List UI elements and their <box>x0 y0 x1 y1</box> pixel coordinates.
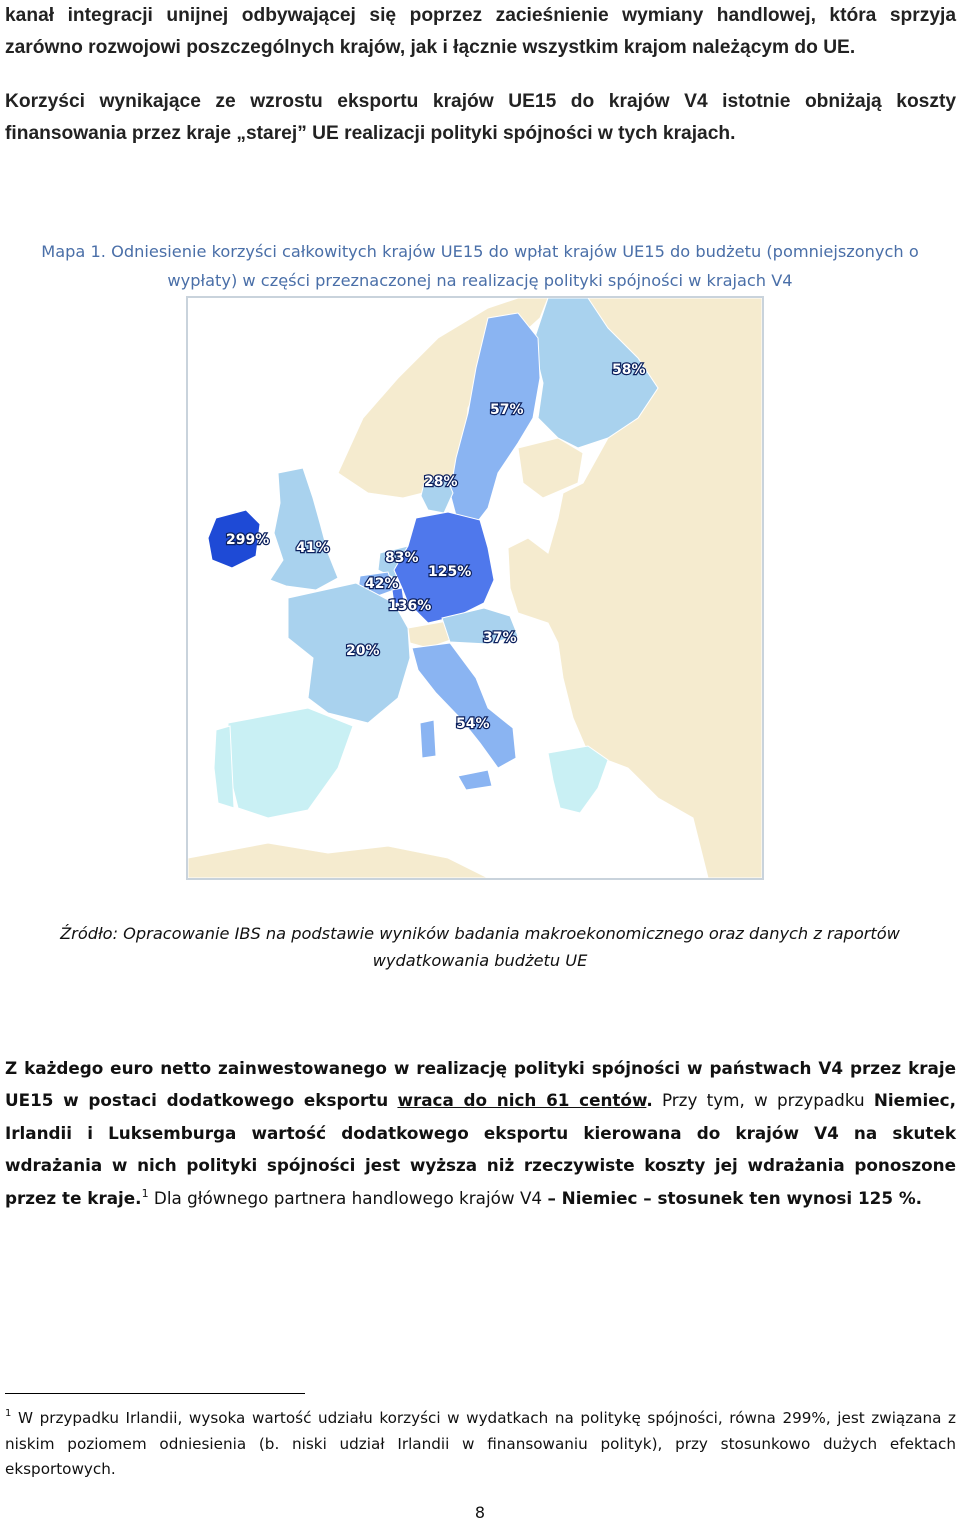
label-luxembourg: 136% <box>388 598 432 614</box>
body-text: Dla głównego partnera handlowego krajów V4 <box>148 1187 548 1208</box>
label-ireland: 299% <box>226 532 270 548</box>
sardinia-region <box>420 720 436 758</box>
intro-line: Korzyści wynikające ze wzrostu eksportu krajów UE15 do krajów V4 istotnie obniżają koszty <box>5 91 956 112</box>
intro-line: finansowania przez kraje „starej” UE realizacji polityki spójności w tych krajach. <box>5 123 736 144</box>
footnote-text: W przypadku Irlandii, wysoka wartość udziału korzyści w wydatkach na politykę spójności, równa 299%, jest związana z niskim poziomem odniesienia (b. niski udział Irlandii w finansowaniu polityk), przy stosunkowo dużych efektach eksportowych. <box>5 1409 956 1478</box>
label-germany: 125% <box>428 564 472 580</box>
intro-line: zarówno rozwojowi poszczególnych krajów, jak i łącznie wszystkim krajom należącym do UE. <box>5 37 856 58</box>
footnote-number: 1 <box>5 1408 12 1419</box>
body-text: Przy tym, w przypadku <box>652 1090 874 1111</box>
body-underlined-highlight: wraca do nich 61 centów <box>397 1090 647 1111</box>
label-austria: 37% <box>483 630 517 646</box>
label-uk: 41% <box>296 540 330 556</box>
label-netherlands: 83% <box>385 550 419 566</box>
europe-map <box>186 296 764 880</box>
body-sentence-bold: – Niemiec – stosunek ten wynosi 125 %. <box>547 1187 923 1208</box>
footnote-separator <box>5 1393 305 1394</box>
footnote <box>5 1406 956 1483</box>
body-sentence-bold: Niemiec, Irlandii i Luksemburga wartość dodatkowego eksportu kierowana do krajów V4 na skutek wdrażania w nich polityki spójności jest wyższa niż rzeczywiste koszty jej wdrażania ponoszone przez te kraje. <box>5 1090 956 1208</box>
label-sweden: 57% <box>490 402 524 418</box>
label-italy: 54% <box>456 716 490 732</box>
body-sentence-bold: Z każdego euro netto zainwestowanego w realizację polityki spójności w państwach V4 przez kraje UE15 w postaci dodatkowego eksportu <box>5 1058 956 1111</box>
footnote-reference[interactable]: 1 <box>141 1186 149 1200</box>
page-number: 8 <box>474 1503 486 1522</box>
map-source: Źródło: Opracowanie IBS na podstawie wyników badania makroekonomicznego oraz danych z raportów wydatkowania budżetu UE <box>60 924 900 970</box>
label-finland: 58% <box>612 362 646 378</box>
label-france: 20% <box>346 643 380 659</box>
label-belgium: 42% <box>365 576 399 592</box>
portugal-region <box>214 726 234 808</box>
body-paragraph <box>5 1052 956 1214</box>
label-denmark: 28% <box>424 474 458 490</box>
intro-line: kanał integracji unijnej odbywającej się poprzez zacieśnienie wymiany handlowej, która sprzyja <box>5 5 956 26</box>
body-sentence-end: . <box>646 1090 653 1111</box>
map-canvas <box>188 298 762 878</box>
map-caption: Mapa 1. Odniesienie korzyści całkowitych krajów UE15 do wpłat krajów UE15 do budżetu (pomniejszonych o wypłaty) w części przeznaczonej na realizację polityki spójności w krajach V4 <box>41 242 919 290</box>
